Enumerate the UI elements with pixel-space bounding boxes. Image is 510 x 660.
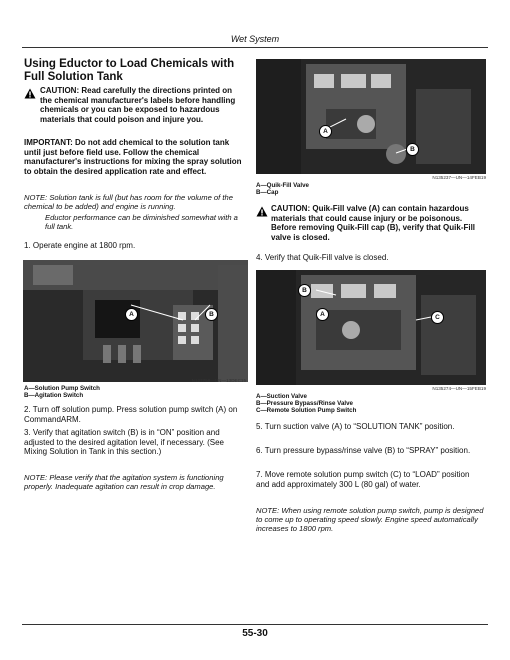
figure-code: N135274—UN—15FEB19 bbox=[432, 386, 486, 391]
warning-icon bbox=[256, 206, 268, 217]
figure-commandarm-photo bbox=[23, 260, 248, 382]
callout-b: B bbox=[406, 143, 419, 156]
caption-c: C—Remote Solution Pump Switch bbox=[256, 407, 357, 414]
warning-icon bbox=[24, 88, 36, 99]
callout-b: B bbox=[205, 308, 218, 321]
section-heading: Using Eductor to Load Chemicals with Full Solution Tank bbox=[24, 58, 235, 83]
caption-a: A—Suction Valve bbox=[256, 393, 307, 400]
callout-a: A bbox=[125, 308, 138, 321]
page-number: 55-30 bbox=[242, 628, 268, 639]
note-remote-switch: NOTE: When using remote solution pump switch, pump is designed to come up to operating speed slowly. Engine speed automatically increases to 1800 rpm. bbox=[256, 506, 484, 534]
step-2: 2. Turn off solution pump. Press solution pump switch (A) on CommandARM. bbox=[24, 405, 238, 424]
step-1: 1. Operate engine at 1800 rpm. bbox=[24, 241, 136, 250]
note-tank-full: NOTE: Solution tank is full (but has room for the volume of the chemical to be added) and engine is running. bbox=[24, 193, 233, 212]
callout-c: C bbox=[431, 311, 444, 324]
note-eductor: Eductor performance can be diminished somewhat with a full tank. bbox=[45, 213, 238, 232]
step-4: 4. Verify that Quik-Fill valve is closed. bbox=[256, 253, 389, 262]
figure-valves-photo bbox=[256, 270, 486, 385]
caption-a: A—Quik-Fill Valve bbox=[256, 182, 309, 189]
caution-block-left: CAUTION: Read carefully the directions printed on the chemical manufacturer's labels before handling chemicals or you can be exposed to hazardous materials that could poison and injure you. bbox=[40, 86, 236, 124]
callout-a: A bbox=[319, 125, 332, 138]
figure-quikfill-photo bbox=[256, 59, 486, 174]
callout-b: B bbox=[298, 284, 311, 297]
caption-b: B—Pressure Bypass/Rinse Valve bbox=[256, 400, 353, 407]
step-7: 7. Move remote solution pump switch (C) to “LOAD” position and add approximately 300 L (80 gal) of water. bbox=[256, 470, 470, 489]
header-rule bbox=[22, 47, 488, 48]
page-header: Wet System bbox=[230, 34, 280, 44]
valves-illustration bbox=[256, 270, 486, 385]
step-3: 3. Verify that agitation switch (B) is in “ON” position and adjusted to the desired agitation level, if necessary. (See Mixing Solution in Tank in this section.) bbox=[24, 428, 224, 457]
caption-a: A—Solution Pump Switch bbox=[24, 385, 100, 392]
step-5: 5. Turn suction valve (A) to “SOLUTION TANK” position. bbox=[256, 422, 455, 431]
caption-b: B—Cap bbox=[256, 189, 279, 196]
commandarm-illustration bbox=[23, 260, 248, 382]
figure-code: N127759—UN—13DEC15 bbox=[191, 378, 246, 383]
callout-a: A bbox=[316, 308, 329, 321]
caption-b: B—Agitation Switch bbox=[24, 392, 84, 399]
important-block: IMPORTANT: Do not add chemical to the solution tank until just before field use. Follow the chemical manufacturer's instructions for mixing the spray solution to obtain the desired application rate and effect. bbox=[24, 138, 242, 176]
quikfill-illustration bbox=[256, 59, 486, 174]
figure-code: N135237—UN—14FEB19 bbox=[432, 175, 486, 180]
caution-block-right: CAUTION: Quik-Fill valve (A) can contain hazardous materials that could cause injury or be poisonous. Before removing Quik-Fill cap (B), verify that Quik-Fill valve is closed. bbox=[271, 204, 476, 242]
step-6: 6. Turn pressure bypass/rinse valve (B) to “SPRAY” position. bbox=[256, 446, 471, 455]
footer-rule bbox=[22, 624, 488, 625]
note-agitation: NOTE: Please verify that the agitation system is functioning properly. Inadequate agitation can result in crop damage. bbox=[24, 473, 224, 492]
